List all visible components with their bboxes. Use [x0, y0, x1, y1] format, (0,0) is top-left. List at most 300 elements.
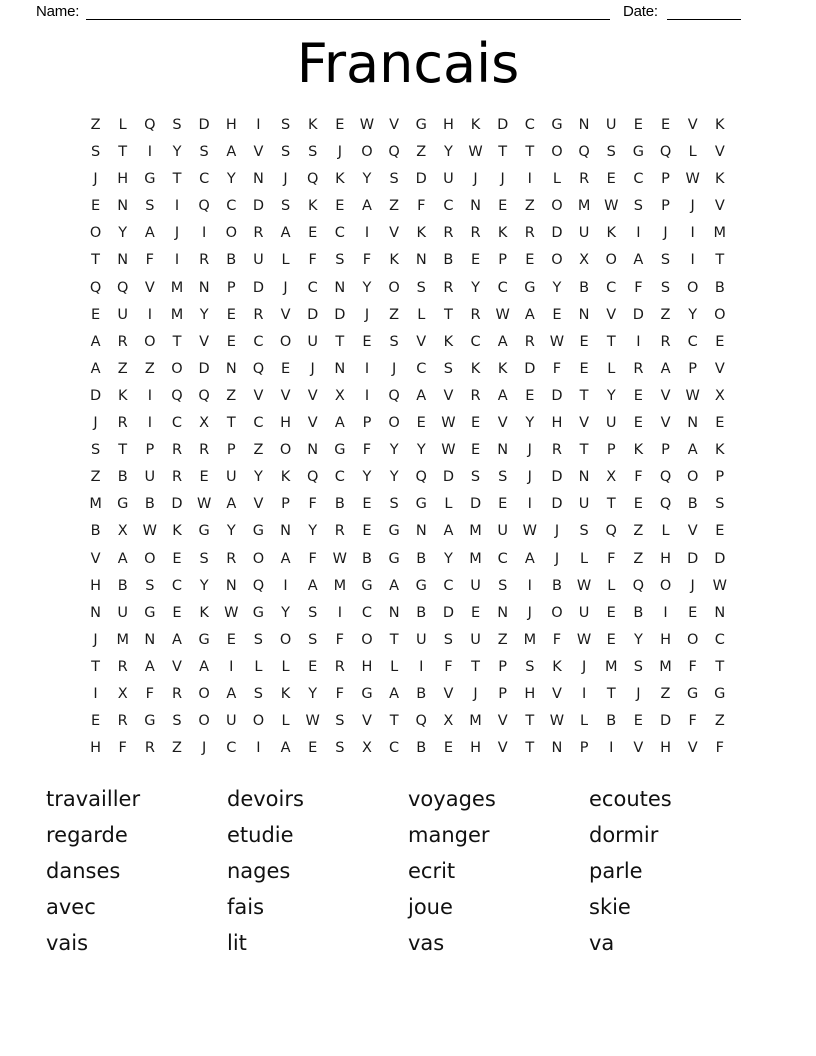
grid-cell: B [443, 252, 454, 269]
grid-cell: J [500, 171, 505, 188]
word-list-item: danses [46, 859, 121, 883]
grid-cell: J [690, 577, 695, 594]
grid-cell: R [660, 333, 671, 350]
grid-cell: K [443, 333, 454, 350]
grid-cell: V [660, 387, 671, 404]
grid-cell: V [579, 415, 590, 432]
grid-cell: B [362, 550, 372, 567]
grid-cell: S [633, 658, 643, 675]
grid-cell: E [579, 360, 589, 377]
grid-cell: I [147, 144, 152, 161]
grid-cell: O [144, 333, 156, 350]
grid-cell: J [93, 415, 98, 432]
grid-cell: H [361, 658, 373, 675]
grid-cell: Z [714, 713, 725, 730]
grid-cell: V [497, 740, 508, 757]
grid-cell: O [551, 144, 563, 161]
grid-cell: J [174, 225, 180, 242]
grid-cell: A [226, 685, 237, 702]
grid-cell: C [253, 415, 264, 432]
grid-cell: C [199, 171, 210, 188]
grid-cell: G [117, 496, 129, 513]
word-list-item: voyages [408, 787, 496, 811]
grid-cell: Q [415, 469, 427, 486]
grid-cell: B [334, 496, 345, 513]
grid-cell: B [226, 252, 237, 269]
grid-cell: T [579, 442, 589, 459]
grid-cell: L [281, 658, 290, 675]
grid-cell: E [633, 496, 643, 513]
grid-cell: E [525, 252, 535, 269]
grid-cell: I [690, 252, 695, 269]
grid-cell: P [715, 469, 725, 486]
grid-cell: S [606, 144, 616, 161]
grid-cell: T [606, 496, 616, 513]
grid-cell: B [416, 685, 427, 702]
grid-cell: E [226, 631, 236, 648]
grid-cell: Y [226, 171, 236, 188]
grid-cell: P [226, 442, 236, 459]
grid-cell: O [171, 360, 183, 377]
grid-cell: T [715, 252, 725, 269]
grid-cell: O [551, 252, 563, 269]
grid-cell: P [579, 740, 589, 757]
grid-cell: A [633, 252, 644, 269]
grid-cell: E [90, 306, 101, 323]
grid-row [82, 247, 734, 274]
grid-cell: P [498, 658, 508, 675]
grid-cell: T [715, 658, 725, 675]
grid-cell: S [579, 523, 589, 540]
grid-cell: D [198, 117, 210, 133]
grid-cell: A [144, 225, 155, 242]
grid-cell: W [441, 442, 456, 459]
grid-cell: Z [633, 550, 644, 567]
grid-cell: K [715, 442, 725, 459]
grid-cell: D [442, 604, 454, 621]
word-list-item: fais [227, 895, 265, 919]
grid-cell: E [308, 225, 318, 242]
grid-row [82, 464, 734, 491]
grid-cell: N [470, 198, 481, 215]
grid-cell: A [199, 658, 210, 675]
grid-cell: A [334, 415, 345, 432]
grid-cell: V [606, 306, 617, 323]
grid-cell: B [579, 279, 590, 296]
grid-cell: Z [389, 198, 400, 215]
grid-cell: Z [389, 306, 400, 323]
grid-cell: Q [198, 198, 210, 215]
grid-cell: K [606, 225, 616, 242]
grid-cell: J [93, 171, 98, 188]
grid-cell: T [525, 144, 535, 161]
grid-cell: M [469, 550, 482, 567]
grid-row [82, 708, 734, 735]
grid-row [82, 356, 734, 383]
grid-cell: Y [118, 225, 128, 242]
grid-cell: P [145, 442, 155, 459]
grid-cell: V [253, 387, 264, 404]
grid-cell: R [470, 225, 481, 242]
grid-cell: E [715, 523, 725, 540]
grid-cell: G [524, 279, 536, 296]
grid-cell: G [415, 117, 427, 133]
grid-row [82, 491, 734, 518]
grid-row [82, 275, 734, 302]
grid-cell: Y [525, 415, 535, 432]
grid-cell: X [606, 469, 617, 486]
grid-cell: K [715, 171, 725, 188]
word-list-item: nages [227, 859, 291, 883]
grid-cell: O [252, 550, 265, 567]
grid-cell: B [416, 550, 427, 567]
grid-cell: U [253, 252, 264, 269]
grid-cell: S [308, 631, 318, 648]
grid-cell: R [117, 333, 128, 350]
grid-cell: N [687, 415, 699, 432]
grid-cell: P [281, 496, 290, 513]
grid-cell: I [174, 252, 180, 269]
grid-cell: S [715, 496, 725, 513]
grid-cell: M [713, 225, 727, 242]
grid-cell: Z [660, 685, 671, 702]
grid-cell: Q [415, 713, 427, 730]
grid-cell: V [687, 117, 698, 133]
grid-cell: Z [90, 117, 101, 133]
grid-cell: T [118, 442, 128, 459]
grid-cell: H [225, 117, 237, 133]
grid-cell: S [253, 685, 264, 702]
grid-cell: N [497, 604, 509, 621]
grid-cell: V [497, 713, 508, 730]
grid-cell: L [118, 117, 127, 133]
grid-cell: U [497, 523, 508, 540]
grid-cell: M [469, 713, 482, 730]
grid-cell: T [118, 144, 128, 161]
grid-cell: O [388, 279, 400, 296]
grid-cell: D [252, 279, 264, 296]
grid-cell: E [362, 496, 372, 513]
grid-cell: K [307, 198, 318, 215]
grid-cell: G [361, 685, 373, 702]
grid-cell: T [525, 740, 535, 757]
grid-cell: K [416, 225, 427, 242]
grid-cell: E [715, 333, 725, 350]
grid-cell: G [687, 685, 699, 702]
grid-cell: E [470, 252, 481, 269]
grid-cell: Y [199, 306, 209, 323]
grid-cell: V [172, 658, 182, 675]
grid-cell: F [335, 631, 344, 648]
word-list-item: manger [408, 823, 490, 847]
grid-cell: U [225, 713, 237, 730]
grid-cell: S [498, 469, 508, 486]
grid-cell: J [391, 360, 397, 377]
grid-row [82, 410, 734, 437]
grid-cell: H [524, 685, 536, 702]
grid-cell: H [660, 740, 671, 757]
grid-cell: R [171, 469, 183, 486]
grid-cell: B [606, 713, 617, 730]
grid-cell: C [497, 279, 508, 296]
grid-row [82, 166, 734, 193]
grid-cell: T [172, 171, 182, 188]
grid-cell: S [660, 279, 671, 296]
grid-cell: Y [281, 604, 290, 621]
grid-cell: A [90, 360, 101, 377]
grid-cell: S [443, 360, 453, 377]
grid-row [82, 437, 734, 464]
grid-cell: F [607, 550, 616, 567]
grid-cell: A [90, 333, 101, 350]
grid-cell: I [527, 496, 532, 513]
grid-cell: E [470, 442, 481, 459]
grid-cell: N [90, 604, 101, 621]
grid-cell: G [551, 117, 563, 133]
word-list-item: joue [408, 895, 453, 919]
grid-cell: G [252, 604, 265, 621]
name-label: Name: [36, 3, 80, 20]
grid-cell: W [224, 604, 239, 621]
grid-cell: T [335, 333, 345, 350]
grid-cell: Z [524, 198, 535, 215]
grid-cell: I [256, 740, 261, 757]
grid-cell: E [362, 523, 372, 540]
grid-cell: Y [633, 631, 643, 648]
grid-cell: D [714, 550, 726, 567]
grid-cell: G [144, 171, 156, 188]
grid-row [82, 518, 734, 545]
grid-cell: K [117, 387, 128, 404]
grid-cell: R [226, 550, 237, 567]
grid-cell: R [443, 225, 454, 242]
grid-cell: T [172, 333, 182, 350]
grid-cell: Y [199, 577, 209, 594]
grid-cell: J [527, 604, 532, 621]
grid-cell: S [389, 171, 399, 188]
grid-cell: V [90, 550, 101, 567]
grid-row [82, 383, 734, 410]
grid-cell: S [199, 144, 209, 161]
grid-cell: O [279, 631, 292, 648]
grid-cell: J [527, 469, 532, 486]
grid-cell: J [310, 360, 315, 377]
grid-cell: R [524, 225, 535, 242]
grid-cell: P [498, 252, 508, 269]
grid-cell: K [307, 117, 318, 133]
grid-cell: V [280, 387, 291, 404]
grid-cell: K [470, 117, 481, 133]
grid-cell: W [332, 550, 347, 567]
grid-cell: V [552, 685, 562, 702]
grid-cell: L [444, 496, 453, 513]
grid-cell: E [335, 198, 345, 215]
grid-cell: A [280, 740, 291, 757]
grid-cell: G [334, 442, 346, 459]
grid-cell: V [253, 496, 264, 513]
grid-row [82, 139, 734, 166]
grid-cell: M [469, 523, 482, 540]
grid-row [82, 654, 734, 681]
grid-cell: B [416, 604, 427, 621]
grid-cell: A [389, 685, 400, 702]
grid-cell: U [415, 631, 427, 648]
grid-row [82, 573, 734, 600]
grid-cell: E [362, 333, 372, 350]
grid-cell: K [497, 225, 508, 242]
grid-cell: A [144, 658, 155, 675]
grid-cell: I [364, 225, 370, 242]
grid-cell: E [172, 550, 182, 567]
grid-cell: T [91, 658, 100, 675]
grid-cell: E [633, 387, 643, 404]
grid-cell: S [308, 604, 318, 621]
grid-cell: A [117, 550, 128, 567]
grid-cell: C [334, 225, 345, 242]
grid-cell: W [495, 306, 510, 323]
grid-cell: Y [308, 685, 318, 702]
grid-cell: W [196, 496, 212, 513]
grid-cell: M [89, 496, 102, 513]
grid-cell: D [497, 117, 509, 133]
grid-cell: S [172, 713, 182, 730]
grid-cell: C [714, 631, 725, 648]
grid-cell: K [715, 117, 725, 133]
grid-cell: J [201, 740, 207, 757]
grid-cell: C [334, 469, 345, 486]
grid-cell: H [470, 740, 481, 757]
grid-cell: Y [443, 144, 453, 161]
grid-cell: D [551, 469, 563, 486]
grid-cell: L [607, 577, 616, 594]
grid-cell: Z [660, 306, 671, 323]
grid-cell: M [333, 577, 347, 594]
grid-cell: R [171, 442, 183, 459]
grid-cell: S [416, 279, 426, 296]
grid-cell: E [498, 198, 508, 215]
grid-cell: A [280, 225, 291, 242]
grid-cell: J [554, 550, 560, 567]
grid-cell: F [145, 685, 155, 702]
grid-cell: F [362, 442, 372, 459]
grid-cell: Q [117, 279, 129, 296]
grid-cell: S [145, 198, 155, 215]
grid-cell: S [280, 198, 291, 215]
grid-cell: E [525, 387, 535, 404]
grid-cell: I [283, 577, 288, 594]
grid-cell: N [225, 577, 237, 594]
grid-row [82, 220, 734, 247]
grid-cell: F [715, 740, 724, 757]
grid-cell: D [334, 306, 346, 323]
grid-cell: S [470, 469, 481, 486]
grid-cell: D [551, 387, 563, 404]
grid-cell: F [634, 469, 643, 486]
grid-cell: I [636, 225, 641, 242]
grid-row [82, 546, 734, 573]
grid-cell: G [388, 523, 400, 540]
grid-cell: Y [389, 469, 399, 486]
grid-cell: L [281, 252, 290, 269]
grid-cell: H [90, 740, 102, 757]
grid-cell: O [225, 225, 237, 242]
grid-cell: Q [388, 144, 400, 161]
grid-cell: R [524, 333, 535, 350]
grid-cell: S [145, 577, 155, 594]
grid-cell: S [498, 577, 508, 594]
grid-cell: O [198, 685, 210, 702]
grid-cell: J [527, 442, 532, 459]
word-list-column [589, 781, 770, 961]
grid-cell: J [93, 631, 98, 648]
grid-cell: B [90, 523, 101, 540]
grid-cell: T [443, 306, 453, 323]
grid-cell: O [551, 198, 563, 215]
grid-cell: R [443, 279, 454, 296]
grid-cell: C [470, 333, 481, 350]
grid-cell: Y [606, 387, 616, 404]
grid-cell: I [229, 658, 234, 675]
grid-cell: N [144, 631, 156, 648]
grid-cell: C [253, 333, 264, 350]
grid-cell: Z [117, 360, 128, 377]
grid-cell: W [549, 713, 565, 730]
word-list-column [46, 781, 227, 961]
grid-cell: O [89, 225, 102, 242]
grid-row [82, 112, 734, 139]
name-blank-line [86, 19, 610, 20]
grid-cell: T [525, 713, 535, 730]
grid-cell: B [687, 496, 698, 513]
grid-cell: H [660, 550, 671, 567]
grid-cell: M [116, 631, 129, 648]
grid-cell: N [714, 604, 726, 621]
grid-cell: P [661, 442, 670, 459]
grid-cell: J [663, 225, 668, 242]
grid-cell: N [225, 360, 237, 377]
grid-cell: E [470, 415, 481, 432]
grid-cell: X [362, 740, 372, 757]
grid-cell: S [335, 713, 345, 730]
grid-cell: Y [416, 442, 426, 459]
grid-cell: S [389, 496, 399, 513]
grid-cell: D [198, 360, 210, 377]
grid-cell: X [714, 387, 725, 404]
grid-cell: V [687, 523, 698, 540]
grid-cell: O [252, 713, 265, 730]
word-list-item: avec [46, 895, 96, 919]
grid-cell: C [443, 198, 454, 215]
grid-cell: Q [144, 117, 156, 133]
grid-cell: V [714, 144, 725, 161]
grid-cell: J [690, 198, 695, 215]
word-search-grid [82, 112, 734, 762]
grid-cell: D [89, 387, 102, 404]
grid-cell: J [581, 658, 587, 675]
word-list-column [227, 781, 408, 961]
grid-cell: V [714, 360, 725, 377]
grid-cell: A [524, 306, 535, 323]
grid-cell: D [659, 713, 672, 730]
grid-cell: Z [633, 523, 644, 540]
grid-cell: G [632, 144, 644, 161]
grid-cell: R [334, 658, 345, 675]
grid-cell: R [253, 306, 264, 323]
word-list-item: skie [589, 895, 631, 919]
grid-cell: V [389, 117, 400, 133]
grid-cell: B [117, 469, 128, 486]
word-list-item: regarde [46, 823, 128, 847]
